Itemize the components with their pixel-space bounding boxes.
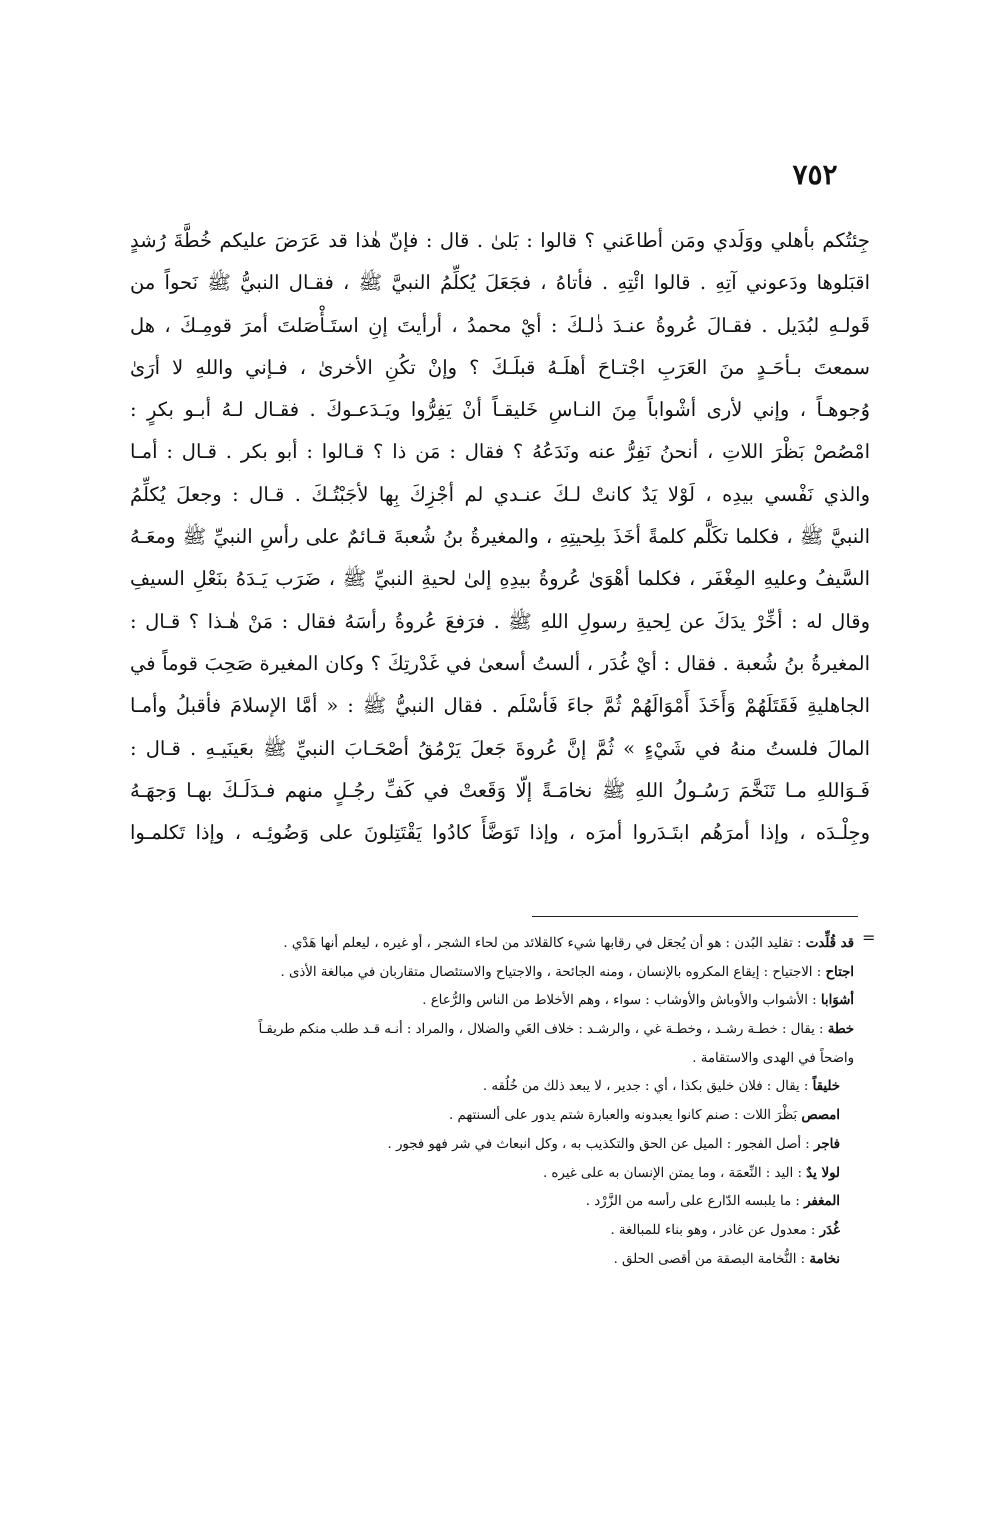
footnotes (128, 930, 854, 1274)
text-line: السَّيفُ وعليهِ المِغْفَر ، فكلما أهْوَىٰ عُروةُ بيدِهِ إلىٰ لحيةِ النبيِّ ﷺ ، ضَرَب يَـدَهُ بنَعْلِ السيفِ (130, 567, 870, 591)
footnote-continuation (128, 1045, 854, 1074)
text-line: وُجوهـاً ، وإني لأرى أشْواباً مِنَ النـاسِ خَليقـاً أنْ يَفِرُّوا ويَـدَعـوكَ . فقـال لـهُ أبـو بكرٍ : (130, 398, 870, 422)
text-line: وقال له : أخِّرْ يدَكَ عن لِحيةِ رسولِ اللهِ ﷺ . فرَفعَ عُروةُ رأسَهُ فقال : مَنْ هٰـذا ؟ قـال : (130, 609, 870, 633)
footnote-text: : النُّخامة البصقة من أقصى الحلق . (613, 1251, 806, 1267)
text-line: والذي نَفْسي بيدِه ، لَوْلا يَدٌ كانتْ لـكَ عنـدي لم أجْزِكَ بِها لأجَبْتُـكَ . قـال : وجعلَ يُكلِّمُ (130, 482, 870, 506)
footnote-term: فاجر (814, 1136, 840, 1152)
footnote-item (128, 1073, 854, 1102)
footnote-text: : يقال : خطـة رشـد ، وخطـة غي ، والرشـد : خلاف الغَي والضلال ، والمراد : أنـه قـد طلب منكم طريقـاً (258, 1022, 824, 1038)
footnote-term: اجتاح (825, 964, 854, 980)
footnote-item (128, 1160, 854, 1189)
footnote-term: نخامة (809, 1251, 840, 1267)
footnote-item (128, 1102, 854, 1131)
text-line: وجِلْـدَه ، وإذا أمرَهُم ابتَـدَروا أمرَه ، وإذا تَوَضَّأَ كادُوا يَقْتَتِلونَ على وَضُوئِـه ، وإذا تَكلمـوا (130, 821, 870, 845)
footnote-item (128, 930, 854, 959)
footnote-item (128, 987, 854, 1016)
footnote-term: المغفر (804, 1194, 840, 1210)
footnote-term: قد قُلِّدت (805, 936, 854, 951)
footnote-term: لولا يدٌ (806, 1165, 840, 1181)
footnote-item (128, 1016, 854, 1045)
footnote-item (128, 1246, 854, 1275)
text-line: المغيرةُ بنُ شُعبة . فقال : أيْ غُدَر ، ألستُ أسعىٰ في غَدْرتِكَ ؟ وكان المغيرة صَحِبَ قوماً في (130, 651, 870, 675)
footnote-term: امصص (801, 1108, 840, 1124)
text-line: امْصُصْ بَظْرَ اللاتِ ، أنحنُ نَفِرُّ عنه ونَدَعُهُ ؟ فقال : مَن ذا ؟ قـالوا : أبو بكر . قـال : أمـا (130, 440, 870, 464)
footnote-term: خليقاً (812, 1079, 840, 1095)
text-line: سمعتَ بـأحَـدٍ منَ العَرَبِ اجْتـاحَ أهلَـهُ قبلَـكَ ؟ وإنْ تكُنِ الأخرىٰ ، فـإني واللهِ لا أرَىٰ (130, 355, 870, 379)
footnote-text: : تقليد البُدن : هو أن يُجعَل في رقابها شيء كالقلائد من لحاء الشجر ، أو غيره ، ليعلم أنها هَدْي . (283, 936, 802, 951)
footnote-item (128, 1217, 854, 1246)
footnote-term: غُدَر (819, 1222, 840, 1238)
text-line: المالَ فلستُ منهُ في شَيْءٍ » ثُمَّ إنَّ عُروةَ جَعلَ يَرْمُقُ أصْحَـابَ النبيِّ ﷺ بعَينَيـهِ . قـال : (130, 736, 870, 760)
footnote-text: : الاجتياح : إيقاع المكروه بالإنسان ، ومنه الجائحة ، والاجتياح والاستئصال متقاربان في مبالغة الأذى . (280, 964, 822, 980)
text-line: اقبَلوها ودَعوني آتِهِ . قالوا ائْتِهِ . فأتاهُ ، فجَعَلَ يُكلِّمُ النبيَّ ﷺ ، فقـال النبيُّ ﷺ نَحواً من (130, 271, 870, 295)
footnote-text: : الأشواب والأوباش والأوشاب : سواء ، وهم الأخلاط من الناس والرُّعاع . (422, 993, 817, 1009)
page-number: ٧٥٢ (792, 158, 838, 191)
footnote-item (128, 1188, 854, 1217)
footnote-text: : يقال : فلان خليق بكذا ، أي : جدير ، لا يبعد ذلك من خُلُقه . (482, 1079, 809, 1095)
footnote-text: : ما يلبسه الدّارع على رأسه من الزَّرْد . (585, 1194, 800, 1210)
text-line: قَولـهِ لبُدَيل . فقـالَ عُروةُ عنـدَ ذٰلـكَ : أيْ محمدُ ، أرأيتَ إنِ استَـأْصَلتَ أمرَ قومِـكَ ، هل (130, 313, 870, 337)
text-line: فَـوَاللهِ مـا تَنَخَّمَ رَسُـولُ اللهِ ﷺ نخامَـةً إلّا وَقَعتْ في كَفِّ رجُـلٍ منهم فـدَلَـكَ بهـا وَجهَـهُ (130, 778, 870, 802)
footnote-term: أشوَابا (820, 993, 854, 1009)
footnote-item (128, 1131, 854, 1160)
footnote-term: خطة (827, 1022, 854, 1038)
footnote-item (128, 959, 854, 988)
text-line: الجاهليةِ فَقَتَلَهُمْ وَأَخَذَ أَمْوَالَهُمْ ثُمَّ جاءَ فَأسْلَم . فقال النبيُّ ﷺ : « أمَّا الإسلامَ فأقبلُ وأمـا (130, 694, 870, 718)
footnote-divider (532, 916, 858, 917)
text-line: جِئتُكم بأهلي ووَلَدي ومَن أطاعَني ؟ قالوا : بَلىٰ . قال : فإنّ هٰذا قد عَرَضَ عليكم خُطَّةَ رُشدٍ (130, 229, 870, 252)
footnote-text: : أصل الفجور : الميل عن الحق والتكذيب به ، وكل انبعاث في شر فهو فجور . (387, 1136, 810, 1152)
text-line: النبيَّ ﷺ ، فكلما تكَلَّم كلمةً أخَذَ بلِحيتِهِ ، والمغيرةُ بنُ شُعبةَ قـائمٌ على رأسِ النبيِّ ﷺ ومعَـهُ (130, 525, 870, 549)
footnote-text: واضحاً في الهدى والاستقامة . (692, 1050, 854, 1066)
main-body-text (130, 220, 870, 854)
footnote-text: : اليد : النِّعمَة ، وما يمتن الإنسان به على غيره . (542, 1165, 802, 1181)
footnote-text: بَظْرَ اللات : صنم كانوا يعبدونه والعبارة شتم يدور على ألسنتهم . (449, 1108, 798, 1124)
footnote-text: : معدول عن غادر ، وهو بناء للمبالغة . (610, 1222, 816, 1238)
footnote-continuation-mark: = (862, 928, 876, 947)
